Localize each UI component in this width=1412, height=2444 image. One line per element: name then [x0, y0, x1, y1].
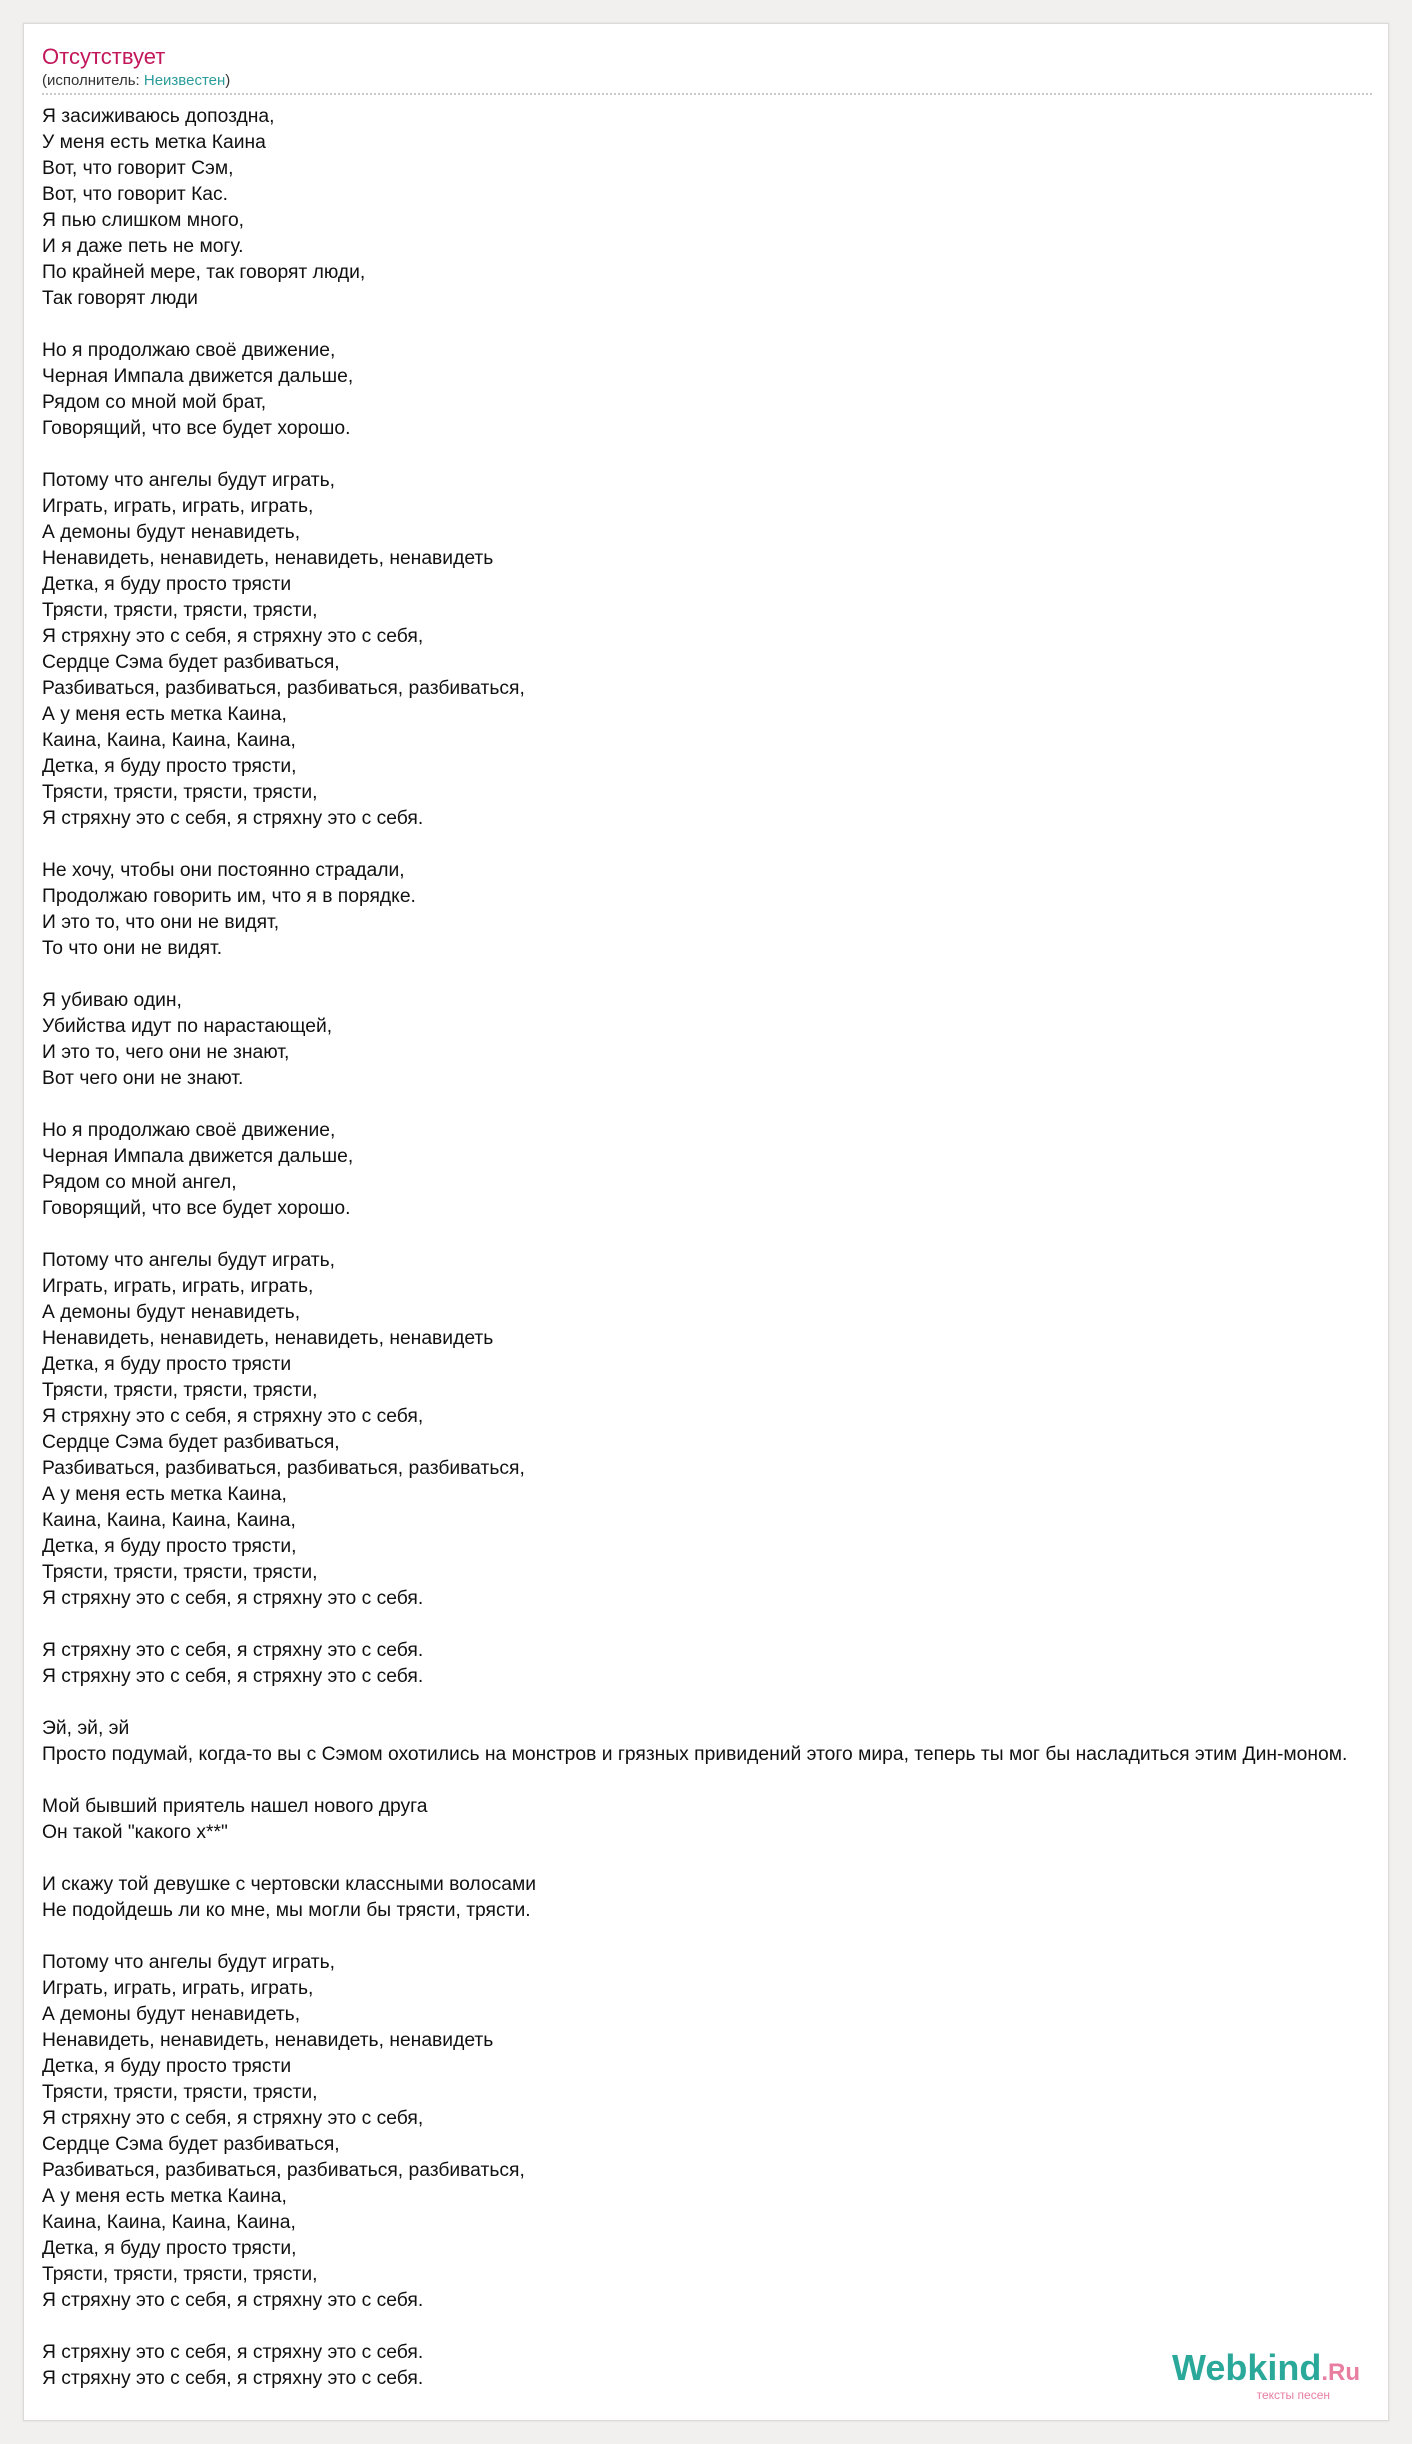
lyrics-line: Каина, Каина, Каина, Каина, — [42, 730, 296, 751]
lyrics-line: И это то, чего они не знают, — [42, 1042, 290, 1063]
lyrics-stanza — [42, 1248, 1412, 1612]
lyrics-line: Я стряхну это с себя, я стряхну это с себя. — [42, 808, 424, 829]
lyrics-line: Он такой "какого х**" — [42, 1822, 228, 1843]
lyrics-line: Я засиживаюсь допоздна, — [42, 106, 275, 127]
lyrics-stanza — [42, 1716, 1412, 1768]
lyrics-stanza — [42, 1794, 1412, 1846]
lyrics-line: А у меня есть метка Каина, — [42, 1484, 287, 1505]
lyrics-line: Детка, я буду просто трясти — [42, 574, 292, 595]
lyrics-stanza — [42, 1872, 1412, 1924]
lyrics-line: Говорящий, что все будет хорошо. — [42, 418, 351, 439]
lyrics-line: Потому что ангелы будут играть, — [42, 470, 335, 491]
lyrics-line: Не хочу, чтобы они постоянно страдали, — [42, 860, 405, 881]
lyrics-stanza — [42, 1118, 1412, 1222]
lyrics-line: А у меня есть метка Каина, — [42, 704, 287, 725]
lyrics-line: Сердце Сэма будет разбиваться, — [42, 2134, 340, 2155]
artist-suffix: ) — [225, 72, 231, 89]
lyrics-line: Трясти, трясти, трясти, трясти, — [42, 2264, 318, 2285]
lyrics-line: Я убиваю один, — [42, 990, 182, 1011]
lyrics-line: Но я продолжаю своё движение, — [42, 340, 336, 361]
title-divider — [42, 93, 1372, 95]
lyrics-line: По крайней мере, так говорят люди, — [42, 262, 366, 283]
lyrics-line: Каина, Каина, Каина, Каина, — [42, 1510, 296, 1531]
lyrics-line: Я стряхну это с себя, я стряхну это с себя, — [42, 2108, 424, 2129]
lyrics-line: И скажу той девушке с чертовски классными волосами — [42, 1874, 536, 1895]
lyrics-line: И это то, что они не видят, — [42, 912, 280, 933]
lyrics-line: То что они не видят. — [42, 938, 223, 959]
lyrics-line: Трясти, трясти, трясти, трясти, — [42, 600, 318, 621]
lyrics-stanza — [42, 1638, 1412, 1690]
logo-name: Webkind — [1171, 2347, 1322, 2388]
lyrics-stanza — [42, 858, 1412, 962]
lyrics-line: А демоны будут ненавидеть, — [42, 2004, 301, 2025]
artist-prefix: (исполнитель: — [42, 72, 144, 89]
lyrics-line: Трясти, трясти, трясти, трясти, — [42, 782, 318, 803]
lyrics-line: Сердце Сэма будет разбиваться, — [42, 1432, 340, 1453]
lyrics-line: Вот чего они не знают. — [42, 1068, 244, 1089]
lyrics-line: Я стряхну это с себя, я стряхну это с себя, — [42, 626, 424, 647]
site-logo[interactable] — [1172, 2349, 1360, 2402]
lyrics-line: И я даже петь не могу. — [42, 236, 244, 257]
logo-tagline: тексты песен — [1256, 2388, 1330, 2402]
lyrics-line: Убийства идут по нарастающей, — [42, 1016, 333, 1037]
logo-tld: .Ru — [1321, 2359, 1360, 2386]
lyrics-line: Детка, я буду просто трясти, — [42, 1536, 297, 1557]
lyrics-line: Я стряхну это с себя, я стряхну это с себя. — [42, 1588, 424, 1609]
lyrics-line: Черная Импала движется дальше, — [42, 366, 354, 387]
lyrics-line: Детка, я буду просто трясти, — [42, 2238, 297, 2259]
lyrics-line: Играть, играть, играть, играть, — [42, 1978, 314, 1999]
lyrics-line: Эй, эй, эй — [42, 1718, 130, 1739]
lyrics-line: Я пью слишком много, — [42, 210, 245, 231]
lyrics-line: А демоны будут ненавидеть, — [42, 1302, 301, 1323]
lyrics-line: Вот, что говорит Кас. — [42, 184, 229, 205]
lyrics-stanza — [42, 104, 1412, 312]
lyrics-line: Рядом со мной ангел, — [42, 1172, 237, 1193]
lyrics-line: Потому что ангелы будут играть, — [42, 1250, 335, 1271]
lyrics-line: Разбиваться, разбиваться, разбиваться, разбиваться, — [42, 678, 525, 699]
lyrics-line: Ненавидеть, ненавидеть, ненавидеть, ненавидеть — [42, 1328, 494, 1349]
lyrics-line: Трясти, трясти, трясти, трясти, — [42, 2082, 318, 2103]
lyrics-line: Я стряхну это с себя, я стряхну это с себя. — [42, 1666, 424, 1687]
lyrics-line: Детка, я буду просто трясти — [42, 2056, 292, 2077]
lyrics-line: Детка, я буду просто трясти, — [42, 756, 297, 777]
lyrics-line: А демоны будут ненавидеть, — [42, 522, 301, 543]
lyrics-line: Трясти, трясти, трясти, трясти, — [42, 1562, 318, 1583]
lyrics-line: Я стряхну это с себя, я стряхну это с себя. — [42, 2342, 424, 2363]
lyrics-line: Я стряхну это с себя, я стряхну это с себя, — [42, 1406, 424, 1427]
lyrics-line: Я стряхну это с себя, я стряхну это с себя. — [42, 1640, 424, 1661]
lyrics-line: Играть, играть, играть, играть, — [42, 496, 314, 517]
lyrics-stanza — [42, 338, 1412, 442]
lyrics-line: Я стряхну это с себя, я стряхну это с себя. — [42, 2368, 424, 2389]
lyrics-line: Продолжаю говорить им, что я в порядке. — [42, 886, 416, 907]
lyrics-line: Играть, играть, играть, играть, — [42, 1276, 314, 1297]
lyrics-card — [23, 23, 1389, 2421]
lyrics-line: А у меня есть метка Каина, — [42, 2186, 287, 2207]
lyrics-stanza — [42, 1950, 1412, 2314]
artist-link[interactable]: Неизвестен — [143, 72, 226, 89]
lyrics-line: Вот, что говорит Сэм, — [42, 158, 234, 179]
song-title: Отсутствует — [42, 44, 166, 69]
lyrics-line: Трясти, трясти, трясти, трясти, — [42, 1380, 318, 1401]
lyrics-stanza — [42, 468, 1412, 832]
artist-line — [42, 72, 230, 90]
lyrics-line: Рядом со мной мой брат, — [42, 392, 267, 413]
lyrics-body — [42, 104, 1412, 2418]
lyrics-stanza — [42, 988, 1412, 1092]
lyrics-line: Разбиваться, разбиваться, разбиваться, разбиваться, — [42, 2160, 525, 2181]
lyrics-line: Так говорят люди — [42, 288, 198, 309]
lyrics-line: Говорящий, что все будет хорошо. — [42, 1198, 351, 1219]
lyrics-line: Сердце Сэма будет разбиваться, — [42, 652, 340, 673]
lyrics-line: Не подойдешь ли ко мне, мы могли бы трясти, трясти. — [42, 1900, 531, 1921]
lyrics-line: Каина, Каина, Каина, Каина, — [42, 2212, 296, 2233]
lyrics-line: Разбиваться, разбиваться, разбиваться, разбиваться, — [42, 1458, 525, 1479]
lyrics-line: Я стряхну это с себя, я стряхну это с себя. — [42, 2290, 424, 2311]
lyrics-line: Детка, я буду просто трясти — [42, 1354, 292, 1375]
lyrics-line: Ненавидеть, ненавидеть, ненавидеть, ненавидеть — [42, 2030, 494, 2051]
lyrics-line: Черная Импала движется дальше, — [42, 1146, 354, 1167]
lyrics-line: Мой бывший приятель нашел нового друга — [42, 1796, 428, 1817]
lyrics-line: Просто подумай, когда-то вы с Сэмом охотились на монстров и грязных привидений этого мира, теперь ты мог бы насладиться этим Дин-моном. — [42, 1744, 1348, 1765]
lyrics-line: Ненавидеть, ненавидеть, ненавидеть, ненавидеть — [42, 548, 494, 569]
lyrics-line: Но я продолжаю своё движение, — [42, 1120, 336, 1141]
lyrics-line: У меня есть метка Каина — [42, 132, 266, 153]
lyrics-line: Потому что ангелы будут играть, — [42, 1952, 335, 1973]
